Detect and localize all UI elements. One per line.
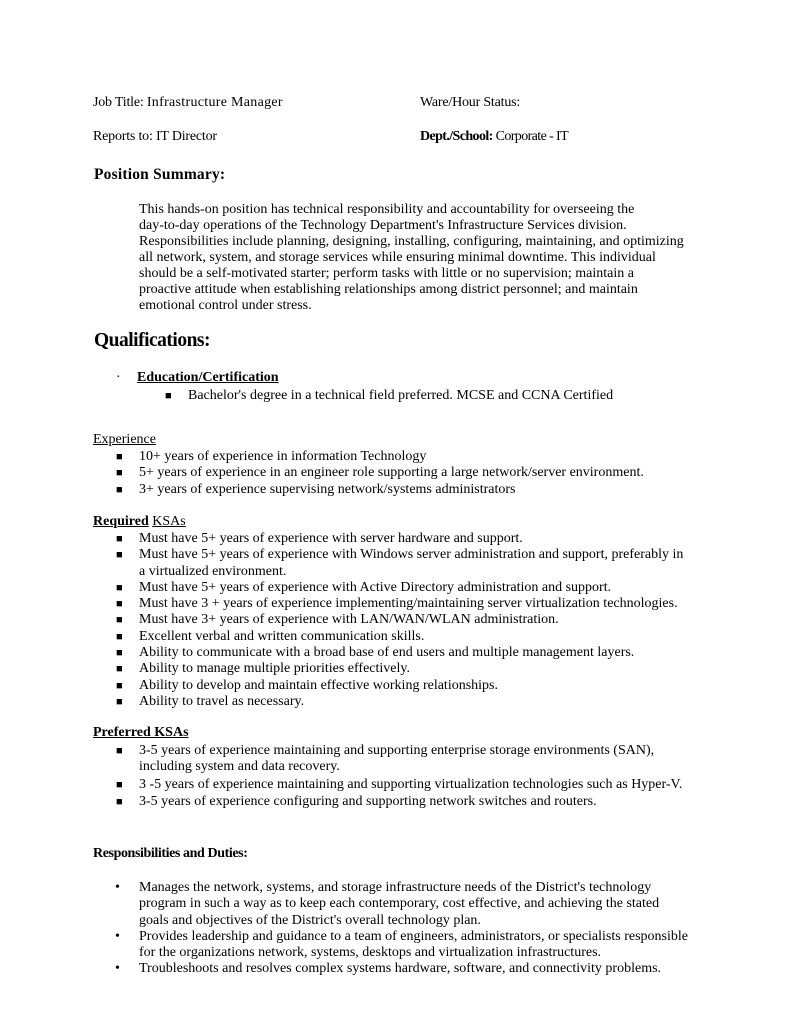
summary-line: should be a self-motivated starter; perform tasks with little or no supervision; maintain a [139,266,634,281]
square-bullet-icon: ■ [116,778,123,791]
list-item [94,961,688,977]
education-bullet: · [116,370,121,385]
list-item [94,694,683,710]
summary-line: emotional control under stress. [139,298,312,313]
list-item-text: 3-5 years of experience maintaining and supporting enterprise storage environments (SAN), [139,743,655,758]
square-bullet-icon: ■ [116,451,123,463]
required-heading-rest: KSAs [152,514,186,529]
square-bullet-icon: ■ [116,695,123,708]
list-item [94,929,688,962]
list-item [94,482,644,498]
status-label: Ware/Hour Status: [420,95,521,110]
square-bullet-icon: ■ [116,483,123,496]
list-item [143,388,613,404]
list-item [94,531,683,547]
list-item [94,743,682,776]
summary-line: Responsibilities include planning, designing, installing, configuring, maintaining, and optimizing [139,234,684,249]
square-bullet-icon: ■ [116,679,123,692]
square-bullet-icon: ■ [116,663,123,676]
square-bullet-icon: ■ [116,745,123,757]
dept-label: Dept./School: [420,129,493,144]
list-item [94,596,683,612]
preferred-ksas-list [94,743,682,810]
list-item [94,465,644,481]
list-item-text: Excellent verbal and written communication skills. [139,628,425,644]
square-bullet-icon: ■ [116,598,123,611]
dot-bullet-icon: • [115,880,120,895]
list-item-text: Provides leadership and guidance to a team of engineers, administrators, or specialists responsible [139,928,688,944]
list-item-text: Must have 5+ years of experience with server hardware and support. [139,531,523,546]
list-item [94,777,682,793]
square-bullet-icon: ■ [116,533,123,545]
education-heading: Education/Certification [137,370,279,385]
reports-value: IT Director [155,129,217,144]
list-item [94,678,683,694]
list-item-text: Must have 3+ years of experience with LAN/WAN/WLAN administration. [139,612,559,628]
responsibilities-heading: Responsibilities and Duties: [93,846,248,861]
list-item [94,629,683,645]
summary-line: all network, system, and storage services while ensuring minimal downtime. This individual [139,250,656,265]
list-item-text-continued: program in such a way as to keep each contemporary, cost effective, and achieving the stated [139,896,660,912]
list-item-text: 3+ years of experience supervising network/systems administrators [139,481,516,497]
job-title-label: Job Title: [93,95,144,110]
summary-line: This hands-on position has technical responsibility and accountability for overseeing the [139,202,635,217]
list-item [94,794,682,810]
required-ksas-heading [93,514,186,530]
list-item-text: 5+ years of experience in an engineer role supporting a large network/server environment. [139,465,644,481]
list-item-text: Must have 3 + years of experience implementing/maintaining server virtualization technologies. [139,596,678,612]
position-summary-text [139,202,699,314]
summary-line: proactive attitude when establishing relationships among district personnel; and maintain [139,282,638,297]
qualifications-heading: Qualifications: [94,330,211,351]
reports-label: Reports to: [93,129,153,144]
dot-bullet-icon: • [115,961,120,977]
required-ksas-list [94,531,683,710]
list-item-text: Must have 5+ years of experience with Windows server administration and support, preferably in [139,547,684,563]
square-bullet-icon: ■ [116,647,123,660]
job-title-value: Infrastructure Manager [146,95,283,110]
square-bullet-icon: ■ [116,795,123,808]
list-item [94,661,683,677]
required-heading-bold: Required [93,514,149,529]
dept-value: Corporate - IT [495,129,569,144]
list-item-text: Ability to manage multiple priorities effectively. [139,661,410,677]
summary-line: day-to-day operations of the Technology Department's Infrastructure Services division. [139,218,627,233]
list-item-text: 10+ years of experience in information Technology [139,449,427,464]
square-bullet-icon: ■ [165,390,172,402]
list-item-text: Bachelor's degree in a technical field preferred. MCSE and CCNA Certified [188,388,614,403]
list-item-text: Must have 5+ years of experience with Active Directory administration and support. [139,579,612,595]
education-list [143,388,613,404]
list-item-text: Ability to communicate with a broad base of end users and multiple management layers. [139,645,635,661]
square-bullet-icon: ■ [116,614,123,627]
experience-list [94,449,644,498]
reports-row [93,129,217,145]
list-item-text: Manages the network, systems, and storage infrastructure needs of the District's technology [139,880,652,895]
list-item-text-continued: for the organizations network, systems, desktops and virtualization infrastructures. [139,945,602,961]
square-bullet-icon: ■ [116,549,123,562]
list-item-text: Troubleshoots and resolves complex systems hardware, software, and connectivity problems. [139,961,662,977]
dot-bullet-icon: • [115,928,120,944]
square-bullet-icon: ■ [116,581,123,594]
position-summary-heading: Position Summary: [94,166,226,183]
preferred-ksas-heading: Preferred KSAs [93,725,189,740]
square-bullet-icon: ■ [116,467,123,480]
dept-row [420,129,568,145]
list-item-text-continued: including system and data recovery. [139,759,340,775]
list-item [94,580,683,596]
square-bullet-icon: ■ [116,630,123,643]
list-item [94,547,683,580]
list-item-text: Ability to travel as necessary. [139,693,305,709]
list-item [94,645,683,661]
list-item-text-continued: a virtualized environment. [139,563,287,579]
list-item-text: 3 -5 years of experience maintaining and supporting virtualization technologies such as Hyper-V. [139,776,683,792]
experience-heading: Experience [93,432,156,447]
list-item [94,449,644,465]
responsibilities-list [94,880,688,978]
list-item [94,612,683,628]
list-item-text-continued: goals and objectives of the District's overall technology plan. [139,912,481,928]
list-item [94,880,688,929]
list-item-text: Ability to develop and maintain effective working relationships. [139,677,498,693]
job-title-row [93,95,283,111]
list-item-text: 3-5 years of experience configuring and supporting network switches and routers. [139,793,597,809]
